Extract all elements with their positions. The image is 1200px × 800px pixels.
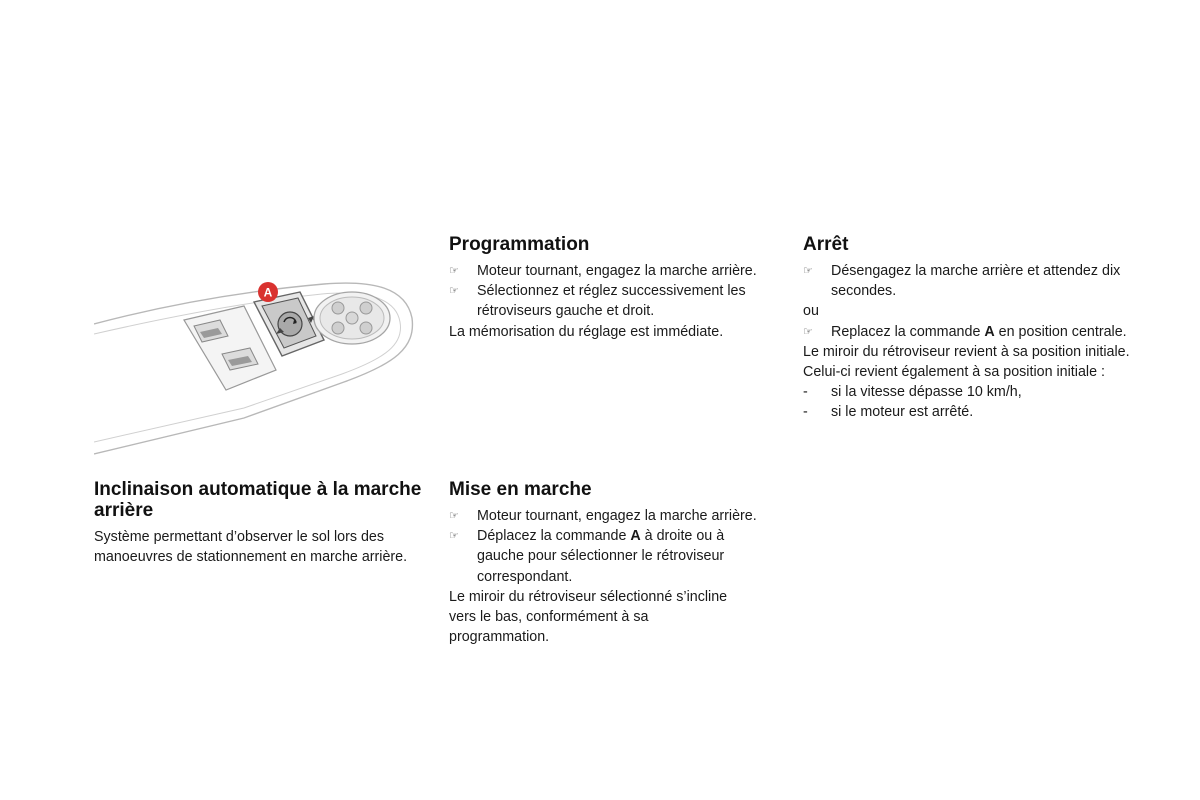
- section-title: Programmation: [449, 234, 590, 255]
- bullet-item: ☞ Déplacez la commande A à droite ou à gauche pour sélectionner le rétroviseur correspondant.: [449, 528, 725, 585]
- section-title: Arrêt: [803, 234, 849, 255]
- note: Celui-ci revient également à sa position initiale :: [803, 364, 1105, 381]
- pointing-hand-icon: ☞: [449, 285, 459, 298]
- control-key: A: [984, 323, 995, 340]
- bullet-item: ☞ Replacez la commande A en position centrale.: [803, 322, 1133, 342]
- pointing-hand-icon: ☞: [803, 265, 813, 277]
- section-arret: [803, 234, 1133, 423]
- dash-marker: -: [803, 404, 808, 421]
- note: Le miroir du rétroviseur sélectionné s’incline vers le bas, conformément à sa programmation.: [449, 588, 728, 646]
- section-title: Inclinaison automatique à la marche arrière: [94, 479, 422, 521]
- bullet-item: ☞ Sélectionnez et réglez successivement les rétroviseurs gauche et droit.: [449, 283, 746, 320]
- pointing-hand-icon: ☞: [449, 530, 459, 543]
- callout-a: [258, 282, 278, 302]
- section-inclinaison: [94, 479, 424, 567]
- section-mise-en-marche: [449, 479, 759, 647]
- section-title: Mise en marche: [449, 479, 592, 500]
- dash-item: - si la vitesse dépasse 10 km/h,: [803, 382, 1133, 402]
- bullet-item: ☞ Moteur tournant, engagez la marche arrière.: [449, 261, 779, 281]
- dash-marker: -: [803, 384, 808, 401]
- pointing-hand-icon: ☞: [803, 325, 813, 338]
- section-body: Système permettant d’observer le sol lors des manoeuvres de stationnement en marche arrière.: [94, 529, 408, 566]
- section-programmation: [449, 234, 779, 342]
- pointing-hand-icon: ☞: [449, 510, 459, 522]
- bullet-item: ☞ Moteur tournant, engagez la marche arrière.: [449, 506, 759, 526]
- note: La mémorisation du réglage est immédiate.: [449, 323, 724, 340]
- or-text: ou: [803, 303, 819, 320]
- bullet-item: ☞ Désengagez la marche arrière et attendez dix secondes.: [803, 263, 1121, 300]
- control-key: A: [630, 528, 641, 545]
- note: Le miroir du rétroviseur revient à sa position initiale.: [803, 343, 1130, 360]
- pointing-hand-icon: ☞: [449, 265, 459, 277]
- callout-a-label: A: [263, 285, 273, 300]
- dash-item: - si le moteur est arrêté.: [803, 402, 1133, 422]
- mirror-adjuster-pad: [314, 292, 390, 344]
- mirror-control-illustration: [94, 278, 434, 458]
